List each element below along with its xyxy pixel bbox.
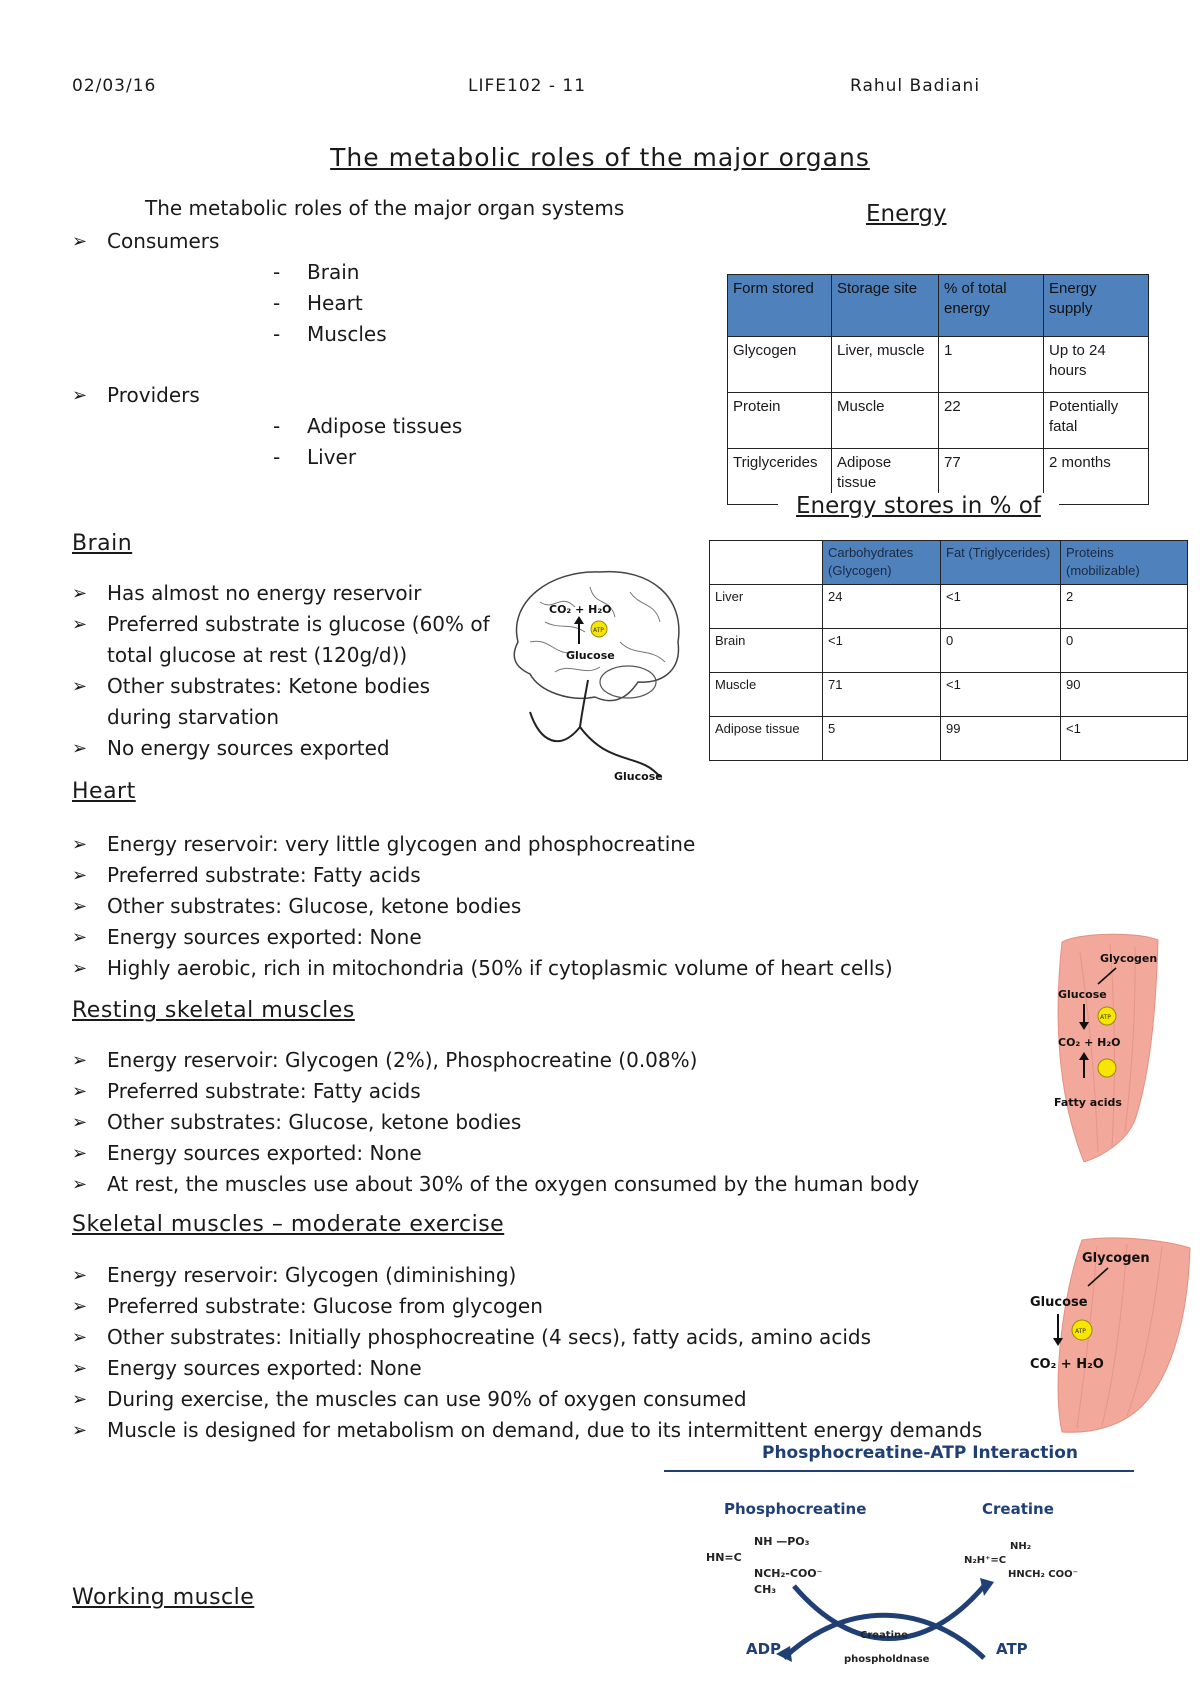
brain-heading: Brain bbox=[72, 531, 133, 556]
table-cell: 0 bbox=[1061, 629, 1188, 673]
table-cell: Triglycerides bbox=[728, 449, 832, 505]
resting-fatty-acids: Fatty acids bbox=[1054, 1096, 1122, 1109]
pcr-left-f2: HN=C bbox=[706, 1551, 742, 1564]
list-item: ➢ Preferred substrate: Fatty acids bbox=[72, 860, 952, 891]
table-header: Form stored bbox=[728, 275, 832, 337]
table-cell: 1 bbox=[939, 337, 1044, 393]
list-item: ➢ Preferred substrate: Fatty acids bbox=[72, 1076, 972, 1107]
header-author: Rahul Badiani bbox=[850, 76, 981, 96]
resting-glucose: Glucose bbox=[1058, 988, 1107, 1001]
energy-table bbox=[727, 274, 1149, 505]
table-cell: <1 bbox=[941, 585, 1061, 629]
table-row bbox=[710, 673, 1188, 717]
table-cell: Potentially fatal bbox=[1044, 393, 1149, 449]
pcr-right-f1: NH₂ bbox=[1010, 1541, 1032, 1552]
table-cell: Liver bbox=[710, 585, 823, 629]
arrow-head-icon bbox=[980, 1578, 994, 1596]
table-row bbox=[710, 717, 1188, 761]
brain-glucose-outer: Glucose bbox=[614, 770, 663, 783]
pcr-adp: ADP bbox=[746, 1640, 782, 1658]
exercise-glucose: Glucose bbox=[1030, 1295, 1088, 1310]
pcr-left-f3: NCH₂-COO⁻ bbox=[754, 1567, 823, 1580]
pcr-atp: ATP bbox=[996, 1640, 1028, 1658]
arrow-head-icon bbox=[574, 616, 584, 624]
consumers-items bbox=[273, 257, 387, 350]
table-cell: Muscle bbox=[832, 393, 939, 449]
pcr-enzyme-2: phospholdnase bbox=[844, 1654, 930, 1665]
table-cell: Adipose tissue bbox=[710, 717, 823, 761]
table-cell: Muscle bbox=[710, 673, 823, 717]
table-cell: 90 bbox=[1061, 673, 1188, 717]
list-item: ➢ Energy sources exported: None bbox=[72, 922, 952, 953]
resting-muscle-figure bbox=[1040, 932, 1162, 1162]
atp-burst-icon bbox=[1098, 1059, 1116, 1077]
table-header: Fat (Triglycerides) bbox=[941, 541, 1061, 585]
table-cell: Glycogen bbox=[728, 337, 832, 393]
header-date: 02/03/16 bbox=[72, 76, 157, 96]
exercise-glycogen: Glycogen bbox=[1082, 1251, 1150, 1266]
pcr-left-f1: NH —PO₃ bbox=[754, 1535, 810, 1548]
list-item: - Adipose tissues bbox=[273, 411, 462, 442]
brain-glucose-inner: Glucose bbox=[566, 649, 615, 662]
table-cell: Liver, muscle bbox=[832, 337, 939, 393]
list-item: ➢ Other substrates: Glucose, ketone bodies bbox=[72, 891, 952, 922]
resting-muscle-list bbox=[72, 1045, 972, 1200]
table-cell: 24 bbox=[823, 585, 941, 629]
table-row bbox=[710, 629, 1188, 673]
stores-table bbox=[709, 540, 1188, 761]
list-item: ➢ Other substrates: Ketone bodies during starvation bbox=[72, 671, 492, 733]
providers-list bbox=[72, 380, 200, 411]
list-item: - Muscles bbox=[273, 319, 387, 350]
list-item: ➢ Energy reservoir: Glycogen (2%), Phosphocreatine (0.08%) bbox=[72, 1045, 972, 1076]
resting-atp-label: ATP bbox=[1100, 1014, 1111, 1021]
table-cell: Up to 24 hours bbox=[1044, 337, 1149, 393]
table-cell: 77 bbox=[939, 449, 1044, 505]
resting-glycogen: Glycogen bbox=[1100, 952, 1158, 965]
exercise-muscle-heading: Skeletal muscles – moderate exercise bbox=[72, 1212, 505, 1237]
pcr-figure-title: Phosphocreatine-ATP Interaction bbox=[762, 1443, 1078, 1463]
list-item: - Liver bbox=[273, 442, 462, 473]
table-cell: 5 bbox=[823, 717, 941, 761]
table-header: Storage site bbox=[832, 275, 939, 337]
list-item: ➢ Preferred substrate: Glucose from glycogen bbox=[72, 1291, 992, 1322]
exercise-muscle-list bbox=[72, 1260, 992, 1446]
list-item: ➢ Energy reservoir: very little glycogen and phosphocreatine bbox=[72, 829, 952, 860]
table-cell: 0 bbox=[941, 629, 1061, 673]
stores-table-caption: Energy stores in % of bbox=[778, 493, 1059, 519]
pcr-right-f3: HNCH₂ COO⁻ bbox=[1008, 1569, 1078, 1580]
table-row bbox=[710, 585, 1188, 629]
phosphocreatine-figure bbox=[664, 1436, 1144, 1672]
table-row bbox=[728, 393, 1149, 449]
brain-atp-label: ATP bbox=[593, 627, 604, 634]
intro-subtitle: The metabolic roles of the major organ systems bbox=[145, 196, 625, 220]
pcr-left-label: Phosphocreatine bbox=[724, 1500, 867, 1518]
list-item: ➢ Has almost no energy reservoir bbox=[72, 578, 492, 609]
list-item: ➢ Preferred substrate is glucose (60% of total glucose at rest (120g/d)) bbox=[72, 609, 492, 671]
heart-list bbox=[72, 829, 952, 984]
list-item: ➢ Muscle is designed for metabolism on demand, due to its intermittent energy demands bbox=[72, 1415, 992, 1446]
list-item: - Heart bbox=[273, 288, 387, 319]
pcr-left-f4: CH₃ bbox=[754, 1583, 777, 1596]
list-item: - Brain bbox=[273, 257, 387, 288]
exercise-muscle-figure bbox=[1022, 1236, 1192, 1434]
energy-table-caption: Energy bbox=[866, 201, 947, 227]
table-header: % of total energy bbox=[939, 275, 1044, 337]
working-muscle-heading: Working muscle bbox=[72, 1585, 255, 1610]
table-cell: 99 bbox=[941, 717, 1061, 761]
table-header: Proteins (mobilizable) bbox=[1061, 541, 1188, 585]
list-item: ➢ Other substrates: Initially phosphocreatine (4 secs), fatty acids, amino acids bbox=[72, 1322, 992, 1353]
providers-label: ➢ Providers bbox=[72, 380, 200, 411]
table-header: Energy supply bbox=[1044, 275, 1149, 337]
table-cell: 22 bbox=[939, 393, 1044, 449]
table-header: Carbohydrates (Glycogen) bbox=[823, 541, 941, 585]
table-cell: Brain bbox=[710, 629, 823, 673]
table-cell: 71 bbox=[823, 673, 941, 717]
table-cell: <1 bbox=[941, 673, 1061, 717]
exercise-co2: CO₂ + H₂O bbox=[1030, 1357, 1104, 1372]
pcr-right-label: Creatine bbox=[982, 1500, 1054, 1518]
providers-items bbox=[273, 411, 462, 473]
table-cell: <1 bbox=[1061, 717, 1188, 761]
list-item: ➢ Highly aerobic, rich in mitochondria (50% if cytoplasmic volume of heart cells) bbox=[72, 953, 952, 984]
exercise-atp-label: ATP bbox=[1075, 1328, 1086, 1335]
table-header bbox=[710, 541, 823, 585]
pcr-right-f2: N₂H⁺=C bbox=[964, 1555, 1007, 1566]
list-item: ➢ No energy sources exported bbox=[72, 733, 492, 764]
table-cell: 2 months bbox=[1044, 449, 1149, 505]
list-item: ➢ Energy reservoir: Glycogen (diminishing) bbox=[72, 1260, 992, 1291]
table-cell: <1 bbox=[823, 629, 941, 673]
list-item: ➢ During exercise, the muscles can use 90% of oxygen consumed bbox=[72, 1384, 992, 1415]
list-item: ➢ At rest, the muscles use about 30% of the oxygen consumed by the human body bbox=[72, 1169, 972, 1200]
list-item: ➢ Other substrates: Glucose, ketone bodies bbox=[72, 1107, 972, 1138]
consumers-label: ➢ Consumers bbox=[72, 226, 219, 257]
pcr-enzyme-1: Creatine bbox=[860, 1630, 908, 1641]
brain-figure bbox=[500, 562, 700, 790]
consumers-list bbox=[72, 226, 219, 257]
header-course: LIFE102 - 11 bbox=[468, 76, 587, 96]
heart-heading: Heart bbox=[72, 779, 136, 804]
list-item: ➢ Energy sources exported: None bbox=[72, 1138, 972, 1169]
resting-co2: CO₂ + H₂O bbox=[1058, 1036, 1121, 1049]
table-cell: Protein bbox=[728, 393, 832, 449]
resting-muscle-heading: Resting skeletal muscles bbox=[72, 998, 355, 1023]
brainstem-icon bbox=[530, 680, 660, 777]
table-row bbox=[728, 337, 1149, 393]
brain-co2-label: CO₂ + H₂O bbox=[549, 603, 612, 616]
list-item: ➢ Energy sources exported: None bbox=[72, 1353, 992, 1384]
page-title: The metabolic roles of the major organs bbox=[330, 143, 870, 172]
table-cell: Adipose tissue bbox=[832, 449, 939, 505]
brain-list bbox=[72, 578, 492, 764]
table-cell: 2 bbox=[1061, 585, 1188, 629]
